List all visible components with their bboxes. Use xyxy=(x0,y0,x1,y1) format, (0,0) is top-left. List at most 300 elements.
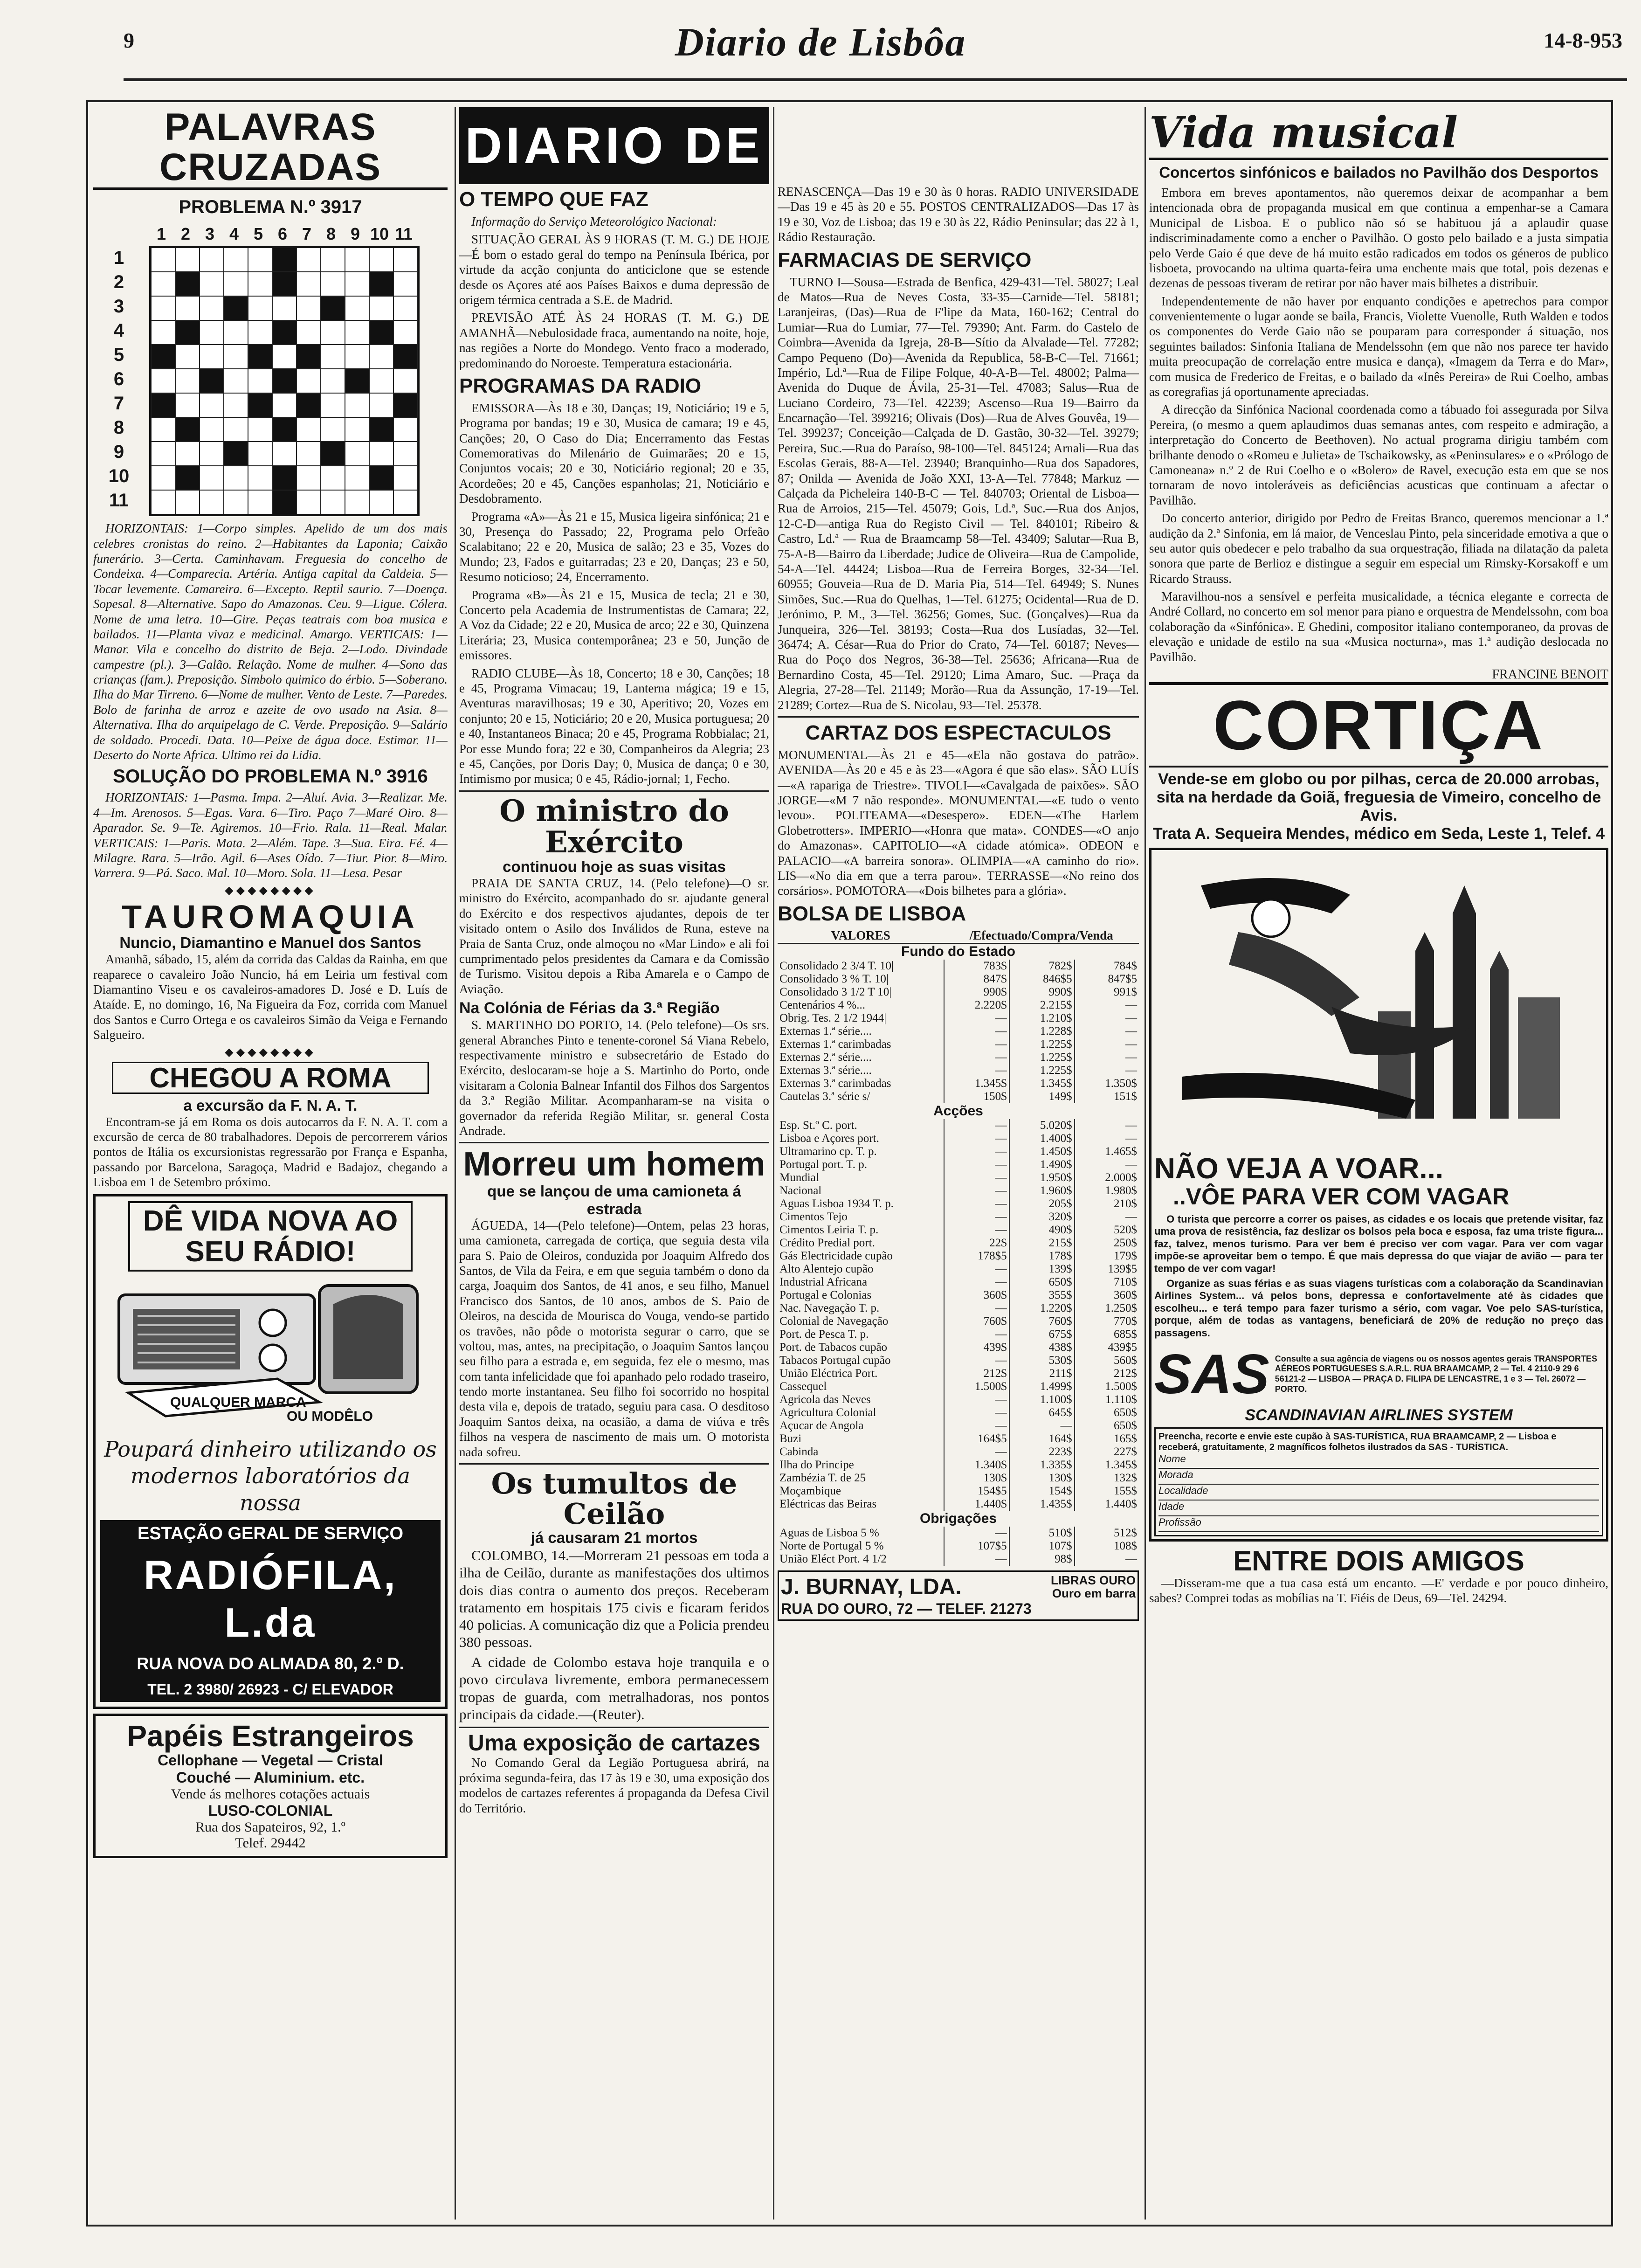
papeis-company: LUSO-COLONIAL xyxy=(208,1802,333,1819)
coupon-field[interactable]: Profissão xyxy=(1158,1516,1599,1532)
table-cell: — xyxy=(1075,1038,1139,1051)
table-row xyxy=(778,1038,1139,1051)
coupon-field[interactable]: Nome xyxy=(1158,1453,1599,1469)
table-cell: Crédito Predial port. xyxy=(779,1236,875,1249)
table-cell: 783$ xyxy=(944,960,1009,973)
table-row xyxy=(778,999,1139,1012)
crossword-cell xyxy=(321,393,345,417)
cortica-contact: Trata A. Sequeira Mendes, médico em Seda, Leste 1, Telef. 4 xyxy=(1152,825,1605,843)
crossword-row-number: 4 xyxy=(113,320,124,341)
table-cell: Buzi xyxy=(779,1432,802,1445)
papeis-ad xyxy=(93,1714,448,1858)
table-cell: 210$ xyxy=(1075,1197,1139,1210)
crossword-cell xyxy=(175,442,200,466)
radio-clube: RADIO CLUBE—Às 18, Concerto; 18 e 30, Canções; 18 e 45, Programa Vimacau; 19, Lanterna mágica; 19 e 15, Aventuras maravilhosas; 19 e 30, Aperitivo; 20, Vozes em conjunto; 20 e 15, Noticiário; 20 e 20, Musica portuguesa; 20 e 40, Instantaneos Binaca; 20 e 45, Programa Robbialac; 21, Por esse Mundo fora; 22 e 30, Companheiros da Alegria; 23 e 45, Canções, por Doris Day; 0, Musica de dança; 0 e 30, Intimismo por musica; 0 e 45, Rádio-jornal; 1, Fecho. xyxy=(459,666,769,786)
crossword-cell xyxy=(296,369,321,393)
table-cell: — xyxy=(944,1276,1009,1289)
crossword-col-number: 10 xyxy=(370,224,389,244)
colonia-title: Na Colónia de Férias da 3.ª Região xyxy=(459,999,720,1017)
table-cell: 250$ xyxy=(1075,1237,1139,1250)
crossword-cell xyxy=(200,417,224,442)
crossword-cell xyxy=(151,490,175,514)
table-cell: Gás Electricidade cupão xyxy=(779,1249,893,1262)
bolsa-table xyxy=(778,928,1139,1566)
table-cell: 1.350$ xyxy=(1075,1077,1139,1090)
table-cell: Aguas Lisboa 1934 T. p. xyxy=(779,1197,894,1210)
table-row xyxy=(778,1210,1139,1224)
table-cell: 22$ xyxy=(944,1237,1009,1250)
table-cell: Alto Alentejo cupão xyxy=(779,1262,874,1275)
cartaz-list: MONUMENTAL—Às 21 e 45—«Ela não gostava do patrão». AVENIDA—Às 20 e 45 e às 23—«Agora é que são elas». SÃO LUÍS—«A rapariga de Triestre». TIVOLI—«Cavalgada de paixões». SÃO JORGE—«M 7 não responde». MONUMENTAL—«E tudo o vento levou». POLITEAMA—«Desespero». EDEN—«The Harlem Globetrotters». IMPERIO—«Honra que mata». CONDES—«O anjo do Amazonas». CAPITOLIO—«A cidade atómica». ODEON e PALACIO—«A barreira sonora». OLIMPIA—«A caminho do rio». LIS—«No dia em que a terra parou». TERRASSE—«No reino dos corsários». POMOTORA—«Dois bilhetes para a glória». xyxy=(778,747,1139,898)
crossword-cell xyxy=(296,248,321,272)
crossword-cell xyxy=(175,320,200,345)
crossword-cell xyxy=(296,320,321,345)
table-cell: 132$ xyxy=(1075,1472,1139,1485)
crossword-cell xyxy=(369,442,393,466)
crossword-cell xyxy=(175,345,200,369)
table-cell: — xyxy=(1075,1051,1139,1064)
table-cell: 710$ xyxy=(1075,1276,1139,1289)
table-cell: Agricola das Neves xyxy=(779,1393,871,1406)
table-cell: — xyxy=(944,1210,1009,1224)
table-cell: 139$ xyxy=(1009,1263,1075,1276)
table-cell: 165$ xyxy=(1075,1432,1139,1445)
sas-logo: SAS xyxy=(1154,1342,1269,1405)
table-cell: Ultramarino cp. T. p. xyxy=(779,1145,877,1158)
vida-musical-p3: A direcção da Sinfónica Nacional coordenada como a tábuado foi assegurada por Silva Pereira, (o mesmo a quem aplaudimos duas semanas antes, com respeito e admiração, a interpretação do Concerto de Beethoven). No actual programa dirigiu também com brilhante denodo o «Romeu e Julieta» de Tschaikowsky, as «Peninsulares» e o «Prólogo de Camoneana» n.º 2 de Rui Coelho e o «Bolero» de Ravel, execução esta em que se nos tornaram de novo intoleráveis as deficiências acusticas que continuam a afectar o Pavilhão. xyxy=(1149,402,1608,507)
table-cell: — xyxy=(1075,1064,1139,1077)
crossword-cell xyxy=(151,442,175,466)
crossword-cell xyxy=(224,490,248,514)
ministro-title: O ministro do Exército xyxy=(499,793,729,860)
crossword-cell xyxy=(321,248,345,272)
colonia-body: S. MARTINHO DO PORTO, 14. (Pelo telefone)—Os srs. general Abranches Pinto e tenente-coronel Sá Viana Rebelo, respectivamente ministro e subsecretário de Estado do Exército, deslocaram-se hoje a S. Martinho do Porto, onde visitaram a Colonia Balnear Infantil dos Filhos dos Sargentos da 3.ª Região Militar. Acompanharam-se na visita o governador da referida Região Militar, sr. general Costa Andrade. xyxy=(459,1018,769,1138)
table-cell: 212$ xyxy=(1075,1367,1139,1380)
table-cell: 164$5 xyxy=(944,1432,1009,1445)
sas-headline-2: ..VÔE PARA VER COM VAGAR xyxy=(1173,1183,1510,1210)
table-cell: Portugal port. T. p. xyxy=(779,1158,867,1171)
table-cell: União Eléctrica Port. xyxy=(779,1367,878,1380)
table-cell: Cautelas 3.ª série s/ xyxy=(779,1090,870,1103)
issue-date: 14-8-953 xyxy=(1544,28,1622,52)
table-cell: Consolidado 3 1/2 T 10| xyxy=(779,985,892,998)
table-row xyxy=(778,1354,1139,1367)
table-cell: 1.220$ xyxy=(1009,1302,1075,1315)
table-row xyxy=(778,1406,1139,1419)
table-cell: — xyxy=(944,1038,1009,1051)
sas-body-2: Organize as suas férias e as suas viagens turísticas com a colaboração da Scandinavian Airlines System... vá pelos bons, depressa e confortavelmente até às cidades que escolheu... e terá tempo para fazer turismo a sério, com vagar. Voe pelo SAS-turística, porque, além de todas as vantagens, beneficiará de 20% de redução no preço das passagens. xyxy=(1154,1277,1603,1339)
crossword-cell xyxy=(175,490,200,514)
crossword-cell xyxy=(175,248,200,272)
table-cell: 782$ xyxy=(1009,960,1075,973)
table-cell: — xyxy=(1075,1025,1139,1038)
column-rule xyxy=(455,107,456,2220)
table-cell: 108$ xyxy=(1075,1540,1139,1553)
tempo-situation: SITUAÇÃO GERAL ÀS 9 HORAS (T. M. G.) DE HOJE—É bom o estado geral do tempo na Península Ibérica, por virtude da acção conjunta do anticiclone que se estende desde os Açores até aos Países Baixos e duma depressão de origem térmica centrada a S.E. de Madrid. xyxy=(459,232,769,307)
masthead-spacer xyxy=(778,107,1139,184)
table-row xyxy=(778,1328,1139,1341)
crossword-row-number: 8 xyxy=(113,417,124,438)
crossword-cell xyxy=(393,320,418,345)
table-cell: 1.440$ xyxy=(1075,1498,1139,1511)
crossword-cell xyxy=(151,296,175,320)
crossword-col-number: 1 xyxy=(156,224,166,244)
table-cell: — xyxy=(1075,1132,1139,1145)
radio-programs-title: PROGRAMAS DA RADIO xyxy=(459,374,702,397)
crossword-cell xyxy=(369,248,393,272)
table-row xyxy=(778,1445,1139,1459)
table-cell: Externas 3.ª carimbadas xyxy=(779,1077,891,1090)
table-cell: — xyxy=(944,1224,1009,1237)
crossword-col-number: 3 xyxy=(205,224,215,244)
table-cell: — xyxy=(1075,1553,1139,1566)
crossword-cell xyxy=(200,296,224,320)
cortica-body: Vende-se em globo ou por pilhas, cerca de 20.000 arrobas, sita na herdade da Goiã, freguesia de Vimeiro, concelho de Avis. xyxy=(1156,770,1601,825)
crossword-clues: HORIZONTAIS: 1—Corpo simples. Apelido de um dos mais celebres cronistas do reino. 2—Habitantes da Laponia; Caixão funerário. 3—Certa. Caminhavam. Freguesia do concelho de Condeixa. 4—Comparecia. Artéria. Antiga capital da Caldeia. 5—Tocar levemente. Camareira. 6—Excepto. Reptil saurio. 7—Doença. Sopesal. 8—Alternative. Sapo do Amazonas. Ceu. 9—Ligue. Cólera. Nome de uma letra. 10—Gire. Peças teatrais com boa musica e bailados. 11—Planta vivaz e medicinal. Amargo. VERTICAIS: 1—Manar. Vila e concelho do distrito de Beja. 2—Lodo. Divindade campestre (pl.). 3—Galão. Relação. Nome de mulher. 4—Sono das crianças (fam.). Preposição. Simbolo quimico do érbio. 5—Soberano. Ilha do Mar Tirreno. 6—Nome de mulher. Vento de Leste. 7—Paredes. Bolo de farinha de arroz e azeite de ovo usado na Asia. 8—Alternativa. Ilha do arquipelago de C. Verde. Preposição. 9—Salário de soldado. Procedi. Data. 10—Peixe de água doce. Estimar. 11—Deserto do Norte Africa. Ultimo rei da Lidia. xyxy=(93,521,448,762)
cortica-title: CORTIÇA xyxy=(1149,682,1608,768)
table-cell: 2.215$ xyxy=(1009,999,1075,1012)
crossword-cell xyxy=(296,393,321,417)
traveler-illustration-icon xyxy=(1154,857,1602,1147)
table-cell: 760$ xyxy=(1009,1315,1075,1328)
table-cell: Consolidado 3 % T. 10| xyxy=(779,972,889,985)
crossword-cell xyxy=(272,296,296,320)
table-cell: — xyxy=(944,1406,1009,1419)
table-row xyxy=(778,1025,1139,1038)
crossword-cell xyxy=(175,369,200,393)
crossword-cell xyxy=(369,417,393,442)
section-divider xyxy=(459,1727,769,1728)
crossword-cell xyxy=(224,417,248,442)
table-cell: Esp. St.º C. port. xyxy=(779,1119,857,1132)
table-cell: 211$ xyxy=(1009,1367,1075,1380)
table-cell: 2.000$ xyxy=(1075,1171,1139,1184)
crossword-cell xyxy=(175,417,200,442)
table-cell: — xyxy=(944,1184,1009,1197)
table-cell: Zambézia T. de 25 xyxy=(779,1471,866,1484)
section-divider xyxy=(459,790,769,792)
table-cell: 847$5 xyxy=(1075,973,1139,986)
crossword-cell xyxy=(345,320,369,345)
crossword-cell xyxy=(248,296,272,320)
crossword-row-number: 1 xyxy=(113,248,124,269)
table-row xyxy=(778,1393,1139,1406)
table-cell: 98$ xyxy=(1009,1553,1075,1566)
crossword-cell xyxy=(200,272,224,296)
table-cell: 530$ xyxy=(1009,1354,1075,1367)
crossword-row-number: 11 xyxy=(109,490,129,511)
crossword-problem: PROBLEMA N.º 3917 xyxy=(179,197,362,218)
crossword-cell xyxy=(272,369,296,393)
table-row xyxy=(778,986,1139,999)
table-row xyxy=(778,1012,1139,1025)
radiofila-tel: TEL. 2 3980/ 26923 - C/ ELEVADOR xyxy=(100,1677,441,1702)
sas-coupon[interactable] xyxy=(1154,1427,1603,1536)
table-cell: 770$ xyxy=(1075,1315,1139,1328)
table-cell: Norte de Portugal 5 % xyxy=(779,1539,884,1552)
crossword-cell xyxy=(296,272,321,296)
table-cell: — xyxy=(944,1051,1009,1064)
table-cell: — xyxy=(944,1064,1009,1077)
table-row xyxy=(778,1119,1139,1132)
radio-emissora: EMISSORA—Às 18 e 30, Danças; 19, Noticiário; 19 e 5, Programa por bandas; 19 e 30, Musica de camara; 19 e 45, Canções; 20, O Caso do Dia; Encerramento das Festas Comemorativas do Milenário de Guimarães; 20 e 15, Conjuntos vocais; 20 e 30, Noticiário regional; 20 e 35, Acordeões; 20 e 45, Canções espanholas; 21, Noticiário e Desdobramento. xyxy=(459,401,769,506)
crossword-cell xyxy=(224,248,248,272)
crossword-col-number: 7 xyxy=(302,224,312,244)
papeis-title: Papéis Estrangeiros xyxy=(127,1719,414,1753)
table-cell: 360$ xyxy=(1075,1289,1139,1302)
table-cell: — xyxy=(1075,1012,1139,1025)
table-cell: 1.225$ xyxy=(1009,1064,1075,1077)
crossword-cell xyxy=(200,490,224,514)
table-cell: 675$ xyxy=(1009,1328,1075,1341)
table-cell: 439$5 xyxy=(1075,1341,1139,1354)
vida-musical-title: Vida musical xyxy=(1149,107,1608,160)
crossword-cell xyxy=(345,345,369,369)
crossword-cell xyxy=(248,466,272,490)
morreu-body: ÁGUEDA, 14—(Pelo telefone)—Ontem, pelas 23 horas, uma camioneta, carregada de cortiça, que seguia desta vila para S. Paio de Oleiros, conduzida por Joaquim Alfredo dos Santos, de Vila da Feira, e em que seguia também o dono da carga, Joaquim dos Santos, de 41 anos, e seu filho, Manuel Francisco dos Santos, de 10 anos, ambos de S. Paio de Oleiros, na descida de Mourisca do Vouga, vendo-se partido os travões, não pôde o motorista segurar o carro, que se voltou, mas, antes, na precipitação, o Joaquim Santos lançou seu filho para a estrada e, em seguida, fez ele o mesmo, mas com tanta infelicidade que foi apanhado pelo rodado traseiro, tendo morte instantanea. Seu filho foi socorrido no hospital desta vila e, depois de tratado, seguiu para casa. O desditoso Joaquim Santos deixa, na ocasião, a dama de viúva e três filhos na vespera de nascimento de mais um. O motorista nada sofreu. xyxy=(459,1218,769,1459)
crossword-cell xyxy=(272,320,296,345)
table-cell: 1.335$ xyxy=(1009,1459,1075,1472)
table-cell: 355$ xyxy=(1009,1289,1075,1302)
sas-body-1: O turista que percorre a correr os paises, as cidades e os locais que pretende visitar, faz uma prova de resistência, faz deslizar os bolsos pela boca e esposa, faz uma triste figura... faz, talvez, menos turismo. Para ver bem é preciso ver com vagar. Para ver com vagar impõe-se aproveitar bem o tempo. É que mais depressa do que viajar de avião — para ter tempo de ver com vagar! xyxy=(1154,1213,1603,1274)
crossword-cell xyxy=(345,369,369,393)
table-cell: Portugal e Colonias xyxy=(779,1288,872,1301)
table-row xyxy=(778,1237,1139,1250)
table-row xyxy=(778,1051,1139,1064)
column-1 xyxy=(93,107,448,2220)
crossword-row-number: 3 xyxy=(113,296,124,317)
table-cell: — xyxy=(944,1197,1009,1210)
table-cell: Lisboa e Açores port. xyxy=(779,1132,879,1145)
crossword-cell xyxy=(200,442,224,466)
crossword-cell xyxy=(248,417,272,442)
crossword-cell xyxy=(369,296,393,320)
coupon-field[interactable]: Idade xyxy=(1158,1500,1599,1516)
table-cell: Cimentos Leiria T. p. xyxy=(779,1223,879,1236)
crossword-cell xyxy=(200,320,224,345)
vida-musical-p2: Independentemente de não haver por enquanto condições e apetrechos para compor convenientemente o lugar aonde se baila, Francis, Violette Vuenolle, Ruth Walden e todos os componentes do Verde Gaio não se pouparam para corresponder á situação, nos seguintes bailados: Sinfonia Italiana de Mendelssohn (em que não nos parece ter havido muita preocupação de correlação entre musica e dança), «Imagem da Terra e do Mar», com musica de Frederico de Freitas, e o bailado da «Inês Pereira» de Rui Coelho, ambas as coregrafias já oportunamente apreciadas. xyxy=(1149,294,1608,399)
amigos-title: ENTRE DOIS AMIGOS xyxy=(1233,1545,1524,1577)
solution-title: SOLUÇÃO DO PROBLEMA N.º 3916 xyxy=(113,766,428,787)
table-row xyxy=(778,1540,1139,1553)
table-cell: 438$ xyxy=(1009,1341,1075,1354)
crossword-cell xyxy=(345,442,369,466)
table-cell: Cabinda xyxy=(779,1445,819,1458)
crossword-cell xyxy=(296,490,321,514)
table-row xyxy=(778,1380,1139,1393)
table-cell: 130$ xyxy=(1009,1472,1075,1485)
table-cell: 178$ xyxy=(1009,1250,1075,1263)
table-cell: 1.500$ xyxy=(944,1380,1009,1393)
table-cell: 150$ xyxy=(944,1090,1009,1103)
bolsa-section-title: Acções xyxy=(933,1103,983,1119)
crossword-cell xyxy=(151,345,175,369)
crossword-cell xyxy=(345,272,369,296)
vida-musical-author: FRANCINE BENOIT xyxy=(1492,667,1608,682)
table-row xyxy=(778,1419,1139,1432)
table-cell: 1.345$ xyxy=(1009,1077,1075,1090)
crossword-cell xyxy=(321,417,345,442)
morreu-title: Morreu um homem xyxy=(463,1146,765,1183)
table-cell: — xyxy=(944,1354,1009,1367)
table-cell: — xyxy=(944,1025,1009,1038)
table-cell: — xyxy=(944,1393,1009,1406)
amigos-body: —Disseram-me que a tua casa está um encanto. —E' verdade e por pouco dinheiro, sabes? Comprei todas as mobílias na T. Fiéis de Deus, 69—Tel. 24294. xyxy=(1149,1576,1608,1605)
table-cell: 5.020$ xyxy=(1009,1119,1075,1132)
crossword-cell xyxy=(248,369,272,393)
burnay-libras: LIBRAS OURO xyxy=(1051,1573,1136,1587)
table-row xyxy=(778,1459,1139,1472)
table-cell: 154$5 xyxy=(944,1485,1009,1498)
crossword-cell xyxy=(224,345,248,369)
roma-title: CHEGOU A ROMA xyxy=(112,1062,429,1094)
table-cell: Tabacos Portugal cupão xyxy=(779,1354,891,1367)
bolsa-title: BOLSA DE LISBOA xyxy=(778,902,966,925)
table-cell: 760$ xyxy=(944,1315,1009,1328)
table-cell: — xyxy=(944,1145,1009,1158)
bolsa-section-title: Fundo do Estado xyxy=(901,943,1015,959)
table-row xyxy=(778,1263,1139,1276)
crossword-cell xyxy=(175,393,200,417)
table-cell: 155$ xyxy=(1075,1485,1139,1498)
crossword-row-number: 5 xyxy=(113,345,124,366)
page-header xyxy=(0,0,1641,89)
table-cell: União Eléct Port. 4 1/2 xyxy=(779,1552,887,1565)
table-row xyxy=(778,1077,1139,1090)
crossword-cell xyxy=(151,417,175,442)
sas-coupon-text: Preencha, recorte e envie este cupão à SAS-TURÍSTICA, RUA BRAAMCAMP, 2 — Lisboa e receberá, gratuitamente, 2 magníficos folhetos ilustrados da SAS - TURÍSTICA. xyxy=(1158,1431,1557,1452)
crossword-cell xyxy=(272,248,296,272)
table-cell: — xyxy=(1075,1119,1139,1132)
table-cell: Ilha do Principe xyxy=(779,1458,854,1471)
radiofila-script: Poupará dinheiro utilizando os modernos laboratórios da nossa xyxy=(104,1436,437,1515)
table-row xyxy=(778,973,1139,986)
radiofila-name: RADIÓFILA, L.da xyxy=(100,1548,441,1650)
crossword-col-number: 5 xyxy=(253,224,263,244)
column-3 xyxy=(778,107,1139,2220)
crossword-cell xyxy=(248,272,272,296)
tempo-forecast: PREVISÃO ATÉ ÀS 24 HORAS (T. M. G.) DE AMANHÃ—Nebulosidade fraca, aumentando na noite, hoje, nas regiões a Norte do Mondego. Vento fraco a moderado, predominando do Noroeste. Temperatura estacionária. xyxy=(459,311,769,370)
table-cell: 151$ xyxy=(1075,1090,1139,1103)
crossword-col-number: 8 xyxy=(326,224,336,244)
crossword-cell xyxy=(248,248,272,272)
table-cell: Externas 2.ª série.... xyxy=(779,1051,872,1064)
crossword-cell xyxy=(345,466,369,490)
crossword-cell xyxy=(248,490,272,514)
crossword-row-number: 9 xyxy=(113,442,124,463)
table-cell: — xyxy=(944,1171,1009,1184)
table-row xyxy=(778,1250,1139,1263)
table-cell: 139$5 xyxy=(1075,1263,1139,1276)
morreu-subtitle: que se lançou de uma camioneta á estrada xyxy=(487,1182,741,1217)
ceilao-body-1: COLOMBO, 14.—Morreram 21 pessoas em toda a ilha de Ceilão, durante as manifestações dos ultimos dois dias contra o aumento dos preços. Receberam tratamento em hospitais 175 civis e ficaram feridos 40 policias. A comunicação diz que a Policia prendeu 380 pessoas. xyxy=(459,1547,769,1651)
table-row xyxy=(778,1302,1139,1315)
expo-body: No Comando Geral da Legião Portuguesa abrirá, na próxima segunda-feira, das 17 às 19 e 30, uma exposição dos modelos de cartazes referentes á propaganda da Defesa Civil do Território. xyxy=(459,1756,769,1815)
crossword-cell xyxy=(175,272,200,296)
coupon-field[interactable]: Morada xyxy=(1158,1469,1599,1485)
crossword-cell xyxy=(151,320,175,345)
crossword-col-number: 2 xyxy=(180,224,191,244)
table-row xyxy=(778,1090,1139,1103)
crossword-cell xyxy=(393,272,418,296)
table-cell: Nac. Navegação T. p. xyxy=(779,1301,880,1314)
crossword-cell xyxy=(393,417,418,442)
table-cell: 360$ xyxy=(944,1289,1009,1302)
table-cell: Externas 3.ª série.... xyxy=(779,1064,872,1077)
table-cell: 1.210$ xyxy=(1009,1012,1075,1025)
table-cell: 1.440$ xyxy=(944,1498,1009,1511)
table-cell: Port. de Tabacos cupão xyxy=(779,1341,888,1354)
table-row xyxy=(778,1472,1139,1485)
table-cell: 1.960$ xyxy=(1009,1184,1075,1197)
bolsa-header-prices: /Efectuado/Compra/Venda xyxy=(944,928,1139,943)
farmacias-list: TURNO I—Sousa—Estrada de Benfica, 429-431—Tel. 58027; Leal de Matos—Rua de Neves Costa, 33-35—Carnide—Tel. 58181; Laranjeiras, (Das)—Rua de F'lipe da Mata, 160-162; Central do Lumiar—Rua do Lumiar, 77—Tel. 79390; Ant. Farm. do Castelo de Coimbra—Avenida da Igreja, 28-B—Sítio da Alvalade—Tel. 77282; Campo Pequeno (Do)—Avenida da Republica, 58-B-C—Tel. 71661; Império, Ld.ª—Rua de Filipe Folque, 40-A-B—Tel. 48002; Palma—Avenida do Duque de Ávila, 25-31—Tel. 47083; Salus—Rua de Luciano Cordeiro, 73—Tel. 42239; Ascenso—Rua 19—Bairro da Encarnação—Tel. 399216; Olivais (Dos)—Rua de Alves Gouvêa, 19—Tel. 399237; Conceição—Calçada de D. Gastão, 30-32—Tel. 39279; Pereira, Suc.—Rua do Paraíso, 98-100—Tel. 845124; Arnali—Rua das Escolas Gerais, 88-A—Tel. 23940; Branquinho—Rua dos Sapadores, 87; Onilda — Avenida de João XXI, 13-A—Tel. 77848; Markuz — Calçada da Picheleira 140-B-C — Tel. 840703; Oriental de Lisboa—Rua de Arroios, 215—Tel. 45079; Gois, Ld.ª, Suc.—Rua dos Anjos, 12-C-D—antiga Rua do Registo Civil — Tel. 840101; Ribeiro & Castro, Ld.ª — Rua de Braamcamp 58—Tel. 43409; Salutar—Rua B, 75-A-B—Bairro da Liberdade; Judice de Oliveira—Rua de Campolide, 54-A—Tel. 44424; Lisboa—Rua de Ferreira Borges, 32-34—Tel. 60955; Gouveia—Rua de D. Maria Pia, 514—Tel. 64949; S. Nunes Simões, Suc.—Rua do Quelhas, 1—Tel. 61275; Ocidental—Rua de D. Jerónimo, P. M., 3—Tel. 36256; Gomes, Suc. (Gonçalves)—Rua da Junqueira, 326—Tel. 38193; Costa—Rua dos Lusíadas, 32—Tel. 36474; A. César—Rua do Prior do Crato, 74—Tel. 60187; Neves—Rua do Poço dos Negros, 36-38—Tel. 25636; Africana—Rua de Bernardino Costa, 45—Tel. 29120; Lima Amaro, Suc. —Praça da Alegria, 27-28—Tel. 21149; Morão—Rua da Assunção, 17-19—Tel. 21289; Cortez—Rua de S. Nicolau, 93—Tel. 25378. xyxy=(778,275,1139,712)
roma-body: Encontram-se já em Roma os dois autocarros da F. N. A. T. com a excursão de cerca de 80 trabalhadores. Depois de percorrerem vários pontos de Itália os excursionistas regressarão por França e Espanha, passando por Barcelona, Saragoça, Madrid e Badajoz, chegando a Lisboa em 1 de Setembro próximo. xyxy=(93,1114,448,1189)
table-cell: Port. de Pesca T. p. xyxy=(779,1328,869,1341)
crossword-cell xyxy=(321,272,345,296)
table-row xyxy=(778,1315,1139,1328)
crossword-cell xyxy=(296,345,321,369)
table-cell: Agricultura Colonial xyxy=(779,1406,876,1419)
crossword-cell xyxy=(175,466,200,490)
crossword-cell xyxy=(224,369,248,393)
crossword-row-number: 2 xyxy=(113,272,124,293)
crossword-cell xyxy=(200,345,224,369)
crossword-row-number: 7 xyxy=(113,393,124,414)
table-cell: 847$ xyxy=(944,973,1009,986)
crossword-cell xyxy=(393,369,418,393)
table-cell: 149$ xyxy=(1009,1090,1075,1103)
bolsa-section-title: Obrigações xyxy=(919,1510,997,1526)
table-cell: 227$ xyxy=(1075,1445,1139,1459)
radio-illustration-icon xyxy=(100,1276,431,1430)
ceilao-body-2: A cidade de Colombo estava hoje tranquila e o povo circulava livremente, embora permanecessem tropas de guarda, com metralhadoras, nos pontos principais da cidade.—(Reuter). xyxy=(459,1654,769,1722)
crossword-col-number: 11 xyxy=(394,224,413,244)
radio-programa-b: Programa «B»—Às 21 e 15, Musica de tecla; 21 e 30, Concerto pela Academia de Instrumentistas de Camara; 22, A Voz da Cidade; 22 e 20, Musica de arco; 22 e 30, Quinzena Literária; 23, Musica contemporânea; 23 e 50, Junção de emissores. xyxy=(459,588,769,663)
crossword-cell xyxy=(393,466,418,490)
crossword-cell xyxy=(272,272,296,296)
sas-system: SCANDINAVIAN AIRLINES SYSTEM xyxy=(1245,1406,1513,1424)
table-cell: Externas 1.ª série.... xyxy=(779,1024,872,1037)
coupon-field[interactable]: Localidade xyxy=(1158,1485,1599,1500)
section-divider xyxy=(778,716,1139,718)
radiofila-station: ESTAÇÃO GERAL DE SERVIÇO xyxy=(100,1520,441,1548)
table-row xyxy=(778,1064,1139,1077)
crossword-cell xyxy=(369,369,393,393)
vida-musical-p5: Maravilhou-nos a sensível e perfeita musicalidade, a técnica elegante e correcta de André Collard, no concerto em sol menor para piano e orquestra de Mendelssohn, com boa colaboração da «Sinfónica». E Ghedini, compositor italiano contemporaneo, da provas de elevação e unidade de estilo na sua «Musica nocturna», mas 1.ª audição deslocada no Pavilhão. xyxy=(1149,589,1608,664)
table-row xyxy=(778,1527,1139,1540)
vida-musical-p4: Do concerto anterior, dirigido por Pedro de Freitas Branco, queremos mencionar a 1.ª audição da 2.ª Sinfonia, em lá maior, de Venceslau Pinto, pela sinceridade emotiva a que o seu autor quis obedecer e pelo trabalho da sua orquestração, filiada na dilatação da paleta sonora que parte de Berlioz e distingue a seguir em especial um Rimsky-Korsakoff e um Ricardo Strauss. xyxy=(1149,511,1608,586)
crossword-grid xyxy=(149,246,420,516)
crossword-cell xyxy=(296,442,321,466)
burnay-ad xyxy=(778,1570,1139,1621)
table-cell: — xyxy=(944,1158,1009,1171)
table-cell: 212$ xyxy=(944,1367,1009,1380)
crossword-cell xyxy=(393,442,418,466)
table-cell: Externas 1.ª carimbadas xyxy=(779,1037,891,1051)
table-cell: 1.499$ xyxy=(1009,1380,1075,1393)
crossword-cell xyxy=(321,490,345,514)
table-row xyxy=(778,1197,1139,1210)
table-row xyxy=(778,1224,1139,1237)
table-cell: 130$ xyxy=(944,1472,1009,1485)
crossword-cell xyxy=(151,369,175,393)
table-cell: — xyxy=(1075,1158,1139,1171)
table-row xyxy=(778,1289,1139,1302)
table-cell: 1.228$ xyxy=(1009,1025,1075,1038)
table-cell: 2.220$ xyxy=(944,999,1009,1012)
table-cell: Nacional xyxy=(779,1184,822,1197)
